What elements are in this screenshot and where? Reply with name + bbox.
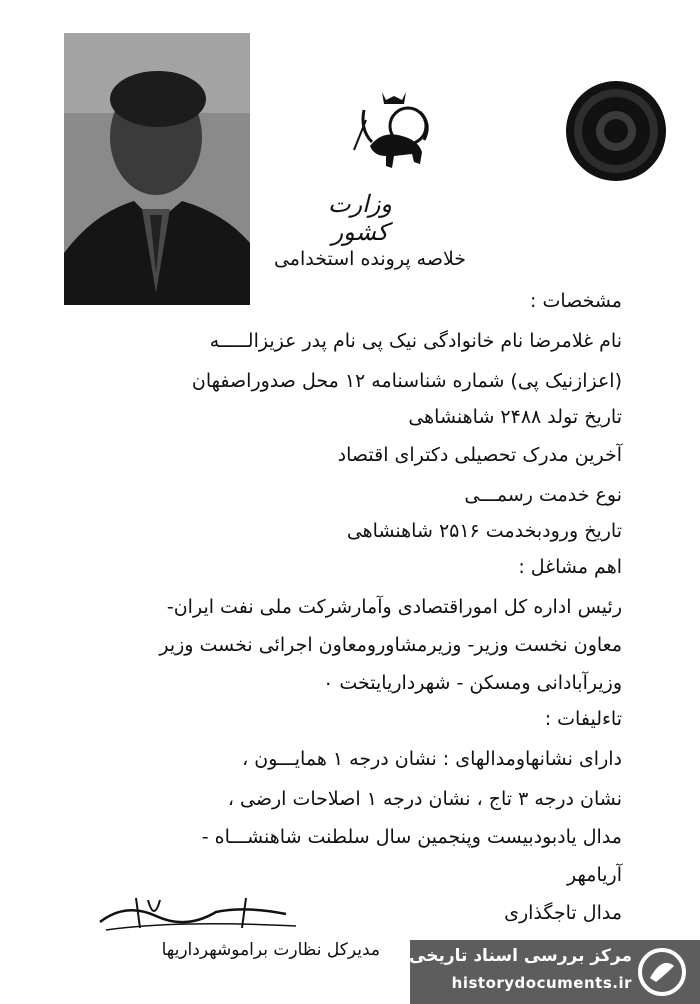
portrait-photo — [64, 33, 250, 305]
watermark-url: historydocuments.ir — [451, 974, 632, 992]
signature-label: مدیرکل نظارت براموشهرداریها — [161, 940, 380, 960]
birth-line: تاریخ تولد ۲۴۸۸ شاهنشاهی — [408, 406, 622, 428]
archive-logo-icon — [638, 948, 686, 996]
awards-heading: تاءلیفات : — [544, 708, 622, 730]
job-item: وزیرآبادانی ومسکن - شهرداریایتخت ۰ — [323, 672, 622, 694]
jobs-heading: اهم مشاغل : — [518, 556, 622, 578]
lion-and-sun-emblem-icon — [352, 90, 436, 180]
award-item: آریامهر — [567, 864, 622, 886]
award-item: مدال یادبودبیست وپنجمین سال سلطنت شاهنشـــاه - — [201, 826, 622, 848]
job-item: معاون نخست وزیر- وزیرمشاورومعاون اجرائی نخست وزیر — [159, 634, 622, 656]
handwritten-signature-icon — [96, 892, 306, 938]
name-line: نام غلامرضا نام خانوادگی نیک پی نام پدر عزیزالـــــه — [209, 330, 622, 352]
award-item: نشان درجه ۳ تاج ، نشان درجه ۱ اصلاحات ارضی ، — [227, 788, 622, 810]
document-title: خلاصه پرونده استخدامی — [273, 248, 467, 270]
service-type-line: نوع خدمت رسمـــی — [464, 484, 622, 506]
personal-info-heading: مشخصات : — [530, 290, 622, 312]
watermark-banner — [410, 940, 700, 1004]
watermark-title: مرکز بررسی اسناد تاریخی — [409, 946, 632, 966]
round-seal-stamp-icon — [564, 78, 668, 184]
award-item: مدال تاجگذاری — [504, 902, 622, 924]
job-item: رئیس اداره کل اموراقتصادی وآمارشرکت ملی نفت ایران- — [166, 596, 622, 618]
degree-line: آخرین مدرک تحصیلی دکترای اقتصاد — [337, 444, 622, 466]
id-line: (اعزازنیک پی) شماره شناسنامه ۱۲ محل صدوراصفهان — [191, 370, 622, 392]
service-date-line: تاریخ ورودبخدمت ۲۵۱۶ شاهنشاهی — [346, 520, 622, 542]
ministry-heading: وزارت کشور — [327, 190, 393, 246]
award-item: دارای نشانهاومدالهای : نشان درجه ۱ همایـــون ، — [242, 748, 622, 770]
